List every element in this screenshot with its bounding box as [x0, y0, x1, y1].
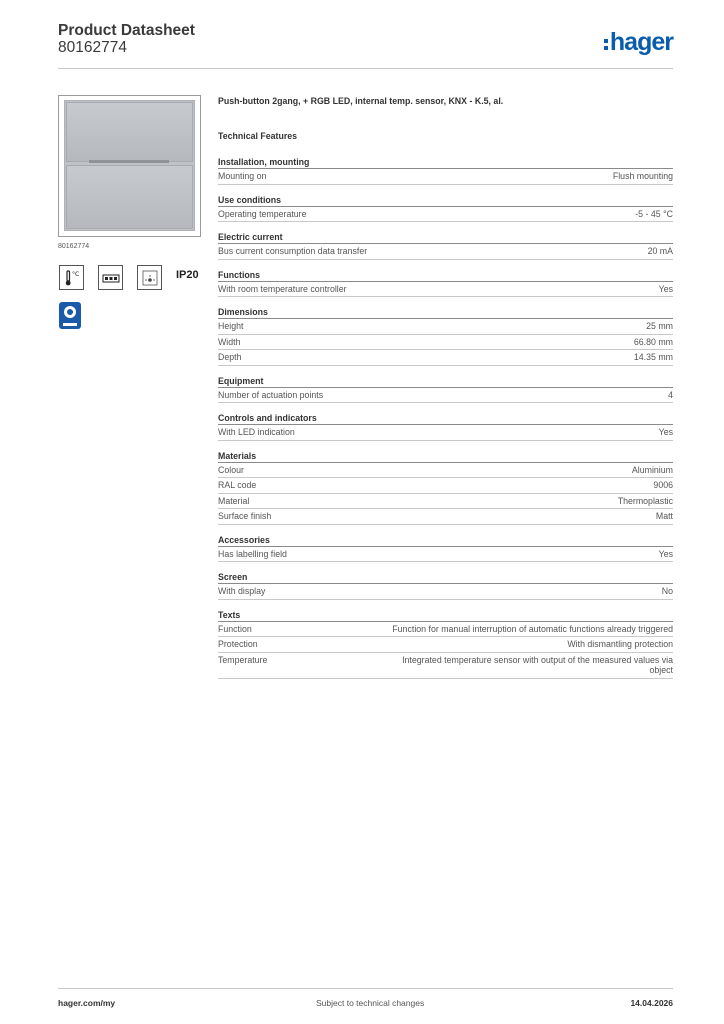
- feature-value: 20 mA: [647, 246, 673, 256]
- feature-value: 25 mm: [646, 321, 673, 331]
- feature-section: [218, 610, 673, 679]
- feature-section: [218, 232, 673, 260]
- technical-features-heading: Technical Features: [218, 131, 298, 141]
- feature-section: [218, 451, 673, 525]
- section-title: Controls and indicators: [218, 413, 673, 425]
- section-title: Dimensions: [218, 307, 673, 319]
- feature-row: [218, 653, 673, 679]
- feature-label: Number of actuation points: [218, 389, 324, 400]
- header-divider: [58, 68, 673, 69]
- section-title: Screen: [218, 572, 673, 584]
- feature-section: [218, 157, 673, 185]
- section-title: Texts: [218, 610, 673, 622]
- section-title: Installation, mounting: [218, 157, 673, 169]
- feature-row: [218, 509, 673, 525]
- feature-label: With room temperature controller: [218, 283, 347, 294]
- section-title: Materials: [218, 451, 673, 463]
- feature-row: [218, 463, 673, 479]
- feature-label: Height: [218, 321, 244, 331]
- hager-logo: [604, 28, 673, 56]
- feature-value: 66.80 mm: [633, 336, 673, 347]
- section-title: Accessories: [218, 535, 673, 547]
- feature-row: [218, 478, 673, 494]
- feature-section: [218, 535, 673, 563]
- feature-value: Function for manual interruption of automatic functions already triggered: [392, 623, 673, 634]
- feature-value: 9006: [653, 480, 673, 490]
- section-title: Equipment: [218, 376, 673, 388]
- feature-sections: [218, 157, 673, 679]
- ip-rating: IP20: [176, 269, 199, 281]
- feature-label: Surface finish: [218, 511, 272, 521]
- feature-row: [218, 622, 673, 638]
- product-image-caption: 80162774: [58, 243, 90, 250]
- feature-section: [218, 307, 673, 366]
- feature-value: Flush mounting: [612, 171, 673, 181]
- feature-label: With LED indication: [218, 427, 295, 437]
- rocker-top: [66, 102, 193, 162]
- feature-section: [218, 195, 673, 223]
- feature-label: Width: [218, 336, 241, 347]
- feature-value: No: [661, 586, 673, 596]
- sensor-icon: [137, 265, 162, 290]
- section-title: Functions: [218, 270, 673, 282]
- feature-value: 14.35 mm: [633, 352, 673, 362]
- feature-row: [218, 494, 673, 510]
- feature-value: Matt: [655, 511, 673, 521]
- feature-row: [218, 169, 673, 185]
- feature-label: Colour: [218, 464, 244, 475]
- feature-row: [218, 335, 673, 351]
- feature-label: With display: [218, 586, 266, 596]
- section-title: Use conditions: [218, 195, 673, 207]
- feature-label: Depth: [218, 352, 242, 362]
- feature-section: [218, 270, 673, 298]
- datasheet-content: [218, 96, 673, 689]
- svg-text:°C: °C: [71, 270, 79, 278]
- feature-label: RAL code: [218, 480, 257, 490]
- feature-row: [218, 637, 673, 653]
- feature-value: Thermoplastic: [617, 495, 673, 506]
- knx-badge-icon: [59, 302, 81, 329]
- feature-value: Yes: [658, 283, 673, 294]
- push-button-plate: [64, 100, 195, 231]
- footer-divider: [58, 988, 673, 989]
- product-number: 80162774: [58, 39, 127, 56]
- feature-label: Temperature: [218, 654, 268, 665]
- feature-section: [218, 376, 673, 404]
- feature-label: Function: [218, 623, 252, 634]
- feature-row: [218, 425, 673, 441]
- feature-row: [218, 282, 673, 298]
- footer-website: hager.com/my: [58, 998, 116, 1008]
- feature-row: [218, 547, 673, 563]
- feature-value: -5 - 45 °C: [635, 208, 673, 219]
- footer-notice: Subject to technical changes: [316, 998, 425, 1008]
- product-image: [58, 95, 201, 237]
- led-strip: [89, 160, 169, 163]
- footer-date: 14.04.2026: [630, 998, 673, 1008]
- logo-dots-icon: [604, 39, 608, 50]
- feature-row: [218, 584, 673, 600]
- page-title: Product Datasheet: [58, 22, 195, 39]
- feature-label: Material: [218, 495, 250, 506]
- feature-value: Yes: [658, 427, 673, 437]
- feature-value: 4: [668, 389, 673, 400]
- feature-label: Mounting on: [218, 171, 267, 181]
- feature-row: [218, 350, 673, 366]
- feature-row: [218, 319, 673, 335]
- feature-row: [218, 207, 673, 223]
- thermometer-celsius-icon: [59, 265, 84, 290]
- product-description: Push-button 2gang, + RGB LED, internal temp. sensor, KNX - K.5, al.: [218, 96, 504, 106]
- feature-section: [218, 413, 673, 441]
- feature-label: Protection: [218, 639, 258, 649]
- feature-value: Aluminium: [631, 464, 673, 475]
- feature-section: [218, 572, 673, 600]
- feature-label: Has labelling field: [218, 548, 287, 559]
- rocker-bottom: [66, 165, 193, 229]
- feature-row: [218, 244, 673, 260]
- led-display-icon: [98, 265, 123, 290]
- feature-value: Yes: [658, 548, 673, 559]
- feature-value: With dismantling protection: [567, 639, 673, 649]
- feature-row: [218, 388, 673, 404]
- feature-value: Integrated temperature sensor with output of the measured values via object: [402, 654, 673, 675]
- feature-label: Bus current consumption data transfer: [218, 246, 368, 256]
- feature-label: Operating temperature: [218, 208, 307, 219]
- logo-text: hager: [609, 28, 673, 56]
- section-title: Electric current: [218, 232, 673, 244]
